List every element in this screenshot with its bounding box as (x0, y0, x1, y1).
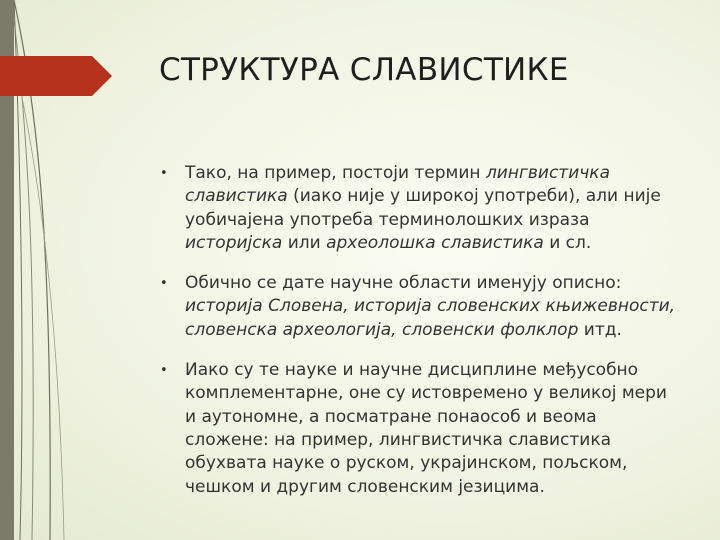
bullet-dot-icon: • (160, 276, 168, 292)
italic-term: археолошка славистика (326, 232, 544, 253)
bullet-item (158, 162, 678, 255)
bullet-list (158, 162, 678, 516)
bullet-text: Иако су те науке и научне дисциплине међусобно комплементарне, оне су истовремено у великој мери и аутономне, а посматране понаособ и веома сложене: на пример, лингвистичка славистика обухвата науке о руском, украјинском, пољском, чешком и другим словенским језицима. (185, 360, 667, 497)
bullet-dot-icon: • (160, 166, 168, 181)
slide-title: СТРУКТУРА СЛАВИСТИКЕ (159, 52, 569, 88)
bullet-text: Тако, на пример, постоји термин (185, 163, 486, 183)
bullet-text: или (282, 232, 327, 253)
bullet-text: (иако није у широкој употреби), али није уобичајена употреба терминолошких израза (185, 186, 661, 230)
bullet-text: и сл. (543, 232, 592, 253)
bullet-text: Обично се дате научне области именују описно: (185, 273, 622, 294)
red-arrow-icon (0, 56, 112, 96)
bullet-item (158, 272, 678, 342)
italic-term: историја Словена, историја словенских књижевности, словенска археологија, словенски фолклор (185, 296, 676, 340)
italic-term: историјска (185, 232, 283, 253)
bullet-dot-icon: • (160, 363, 168, 379)
italic-term: лингвистичка славистика (185, 163, 610, 207)
bullet-text: итд. (578, 319, 622, 340)
bullet-item (158, 359, 678, 499)
